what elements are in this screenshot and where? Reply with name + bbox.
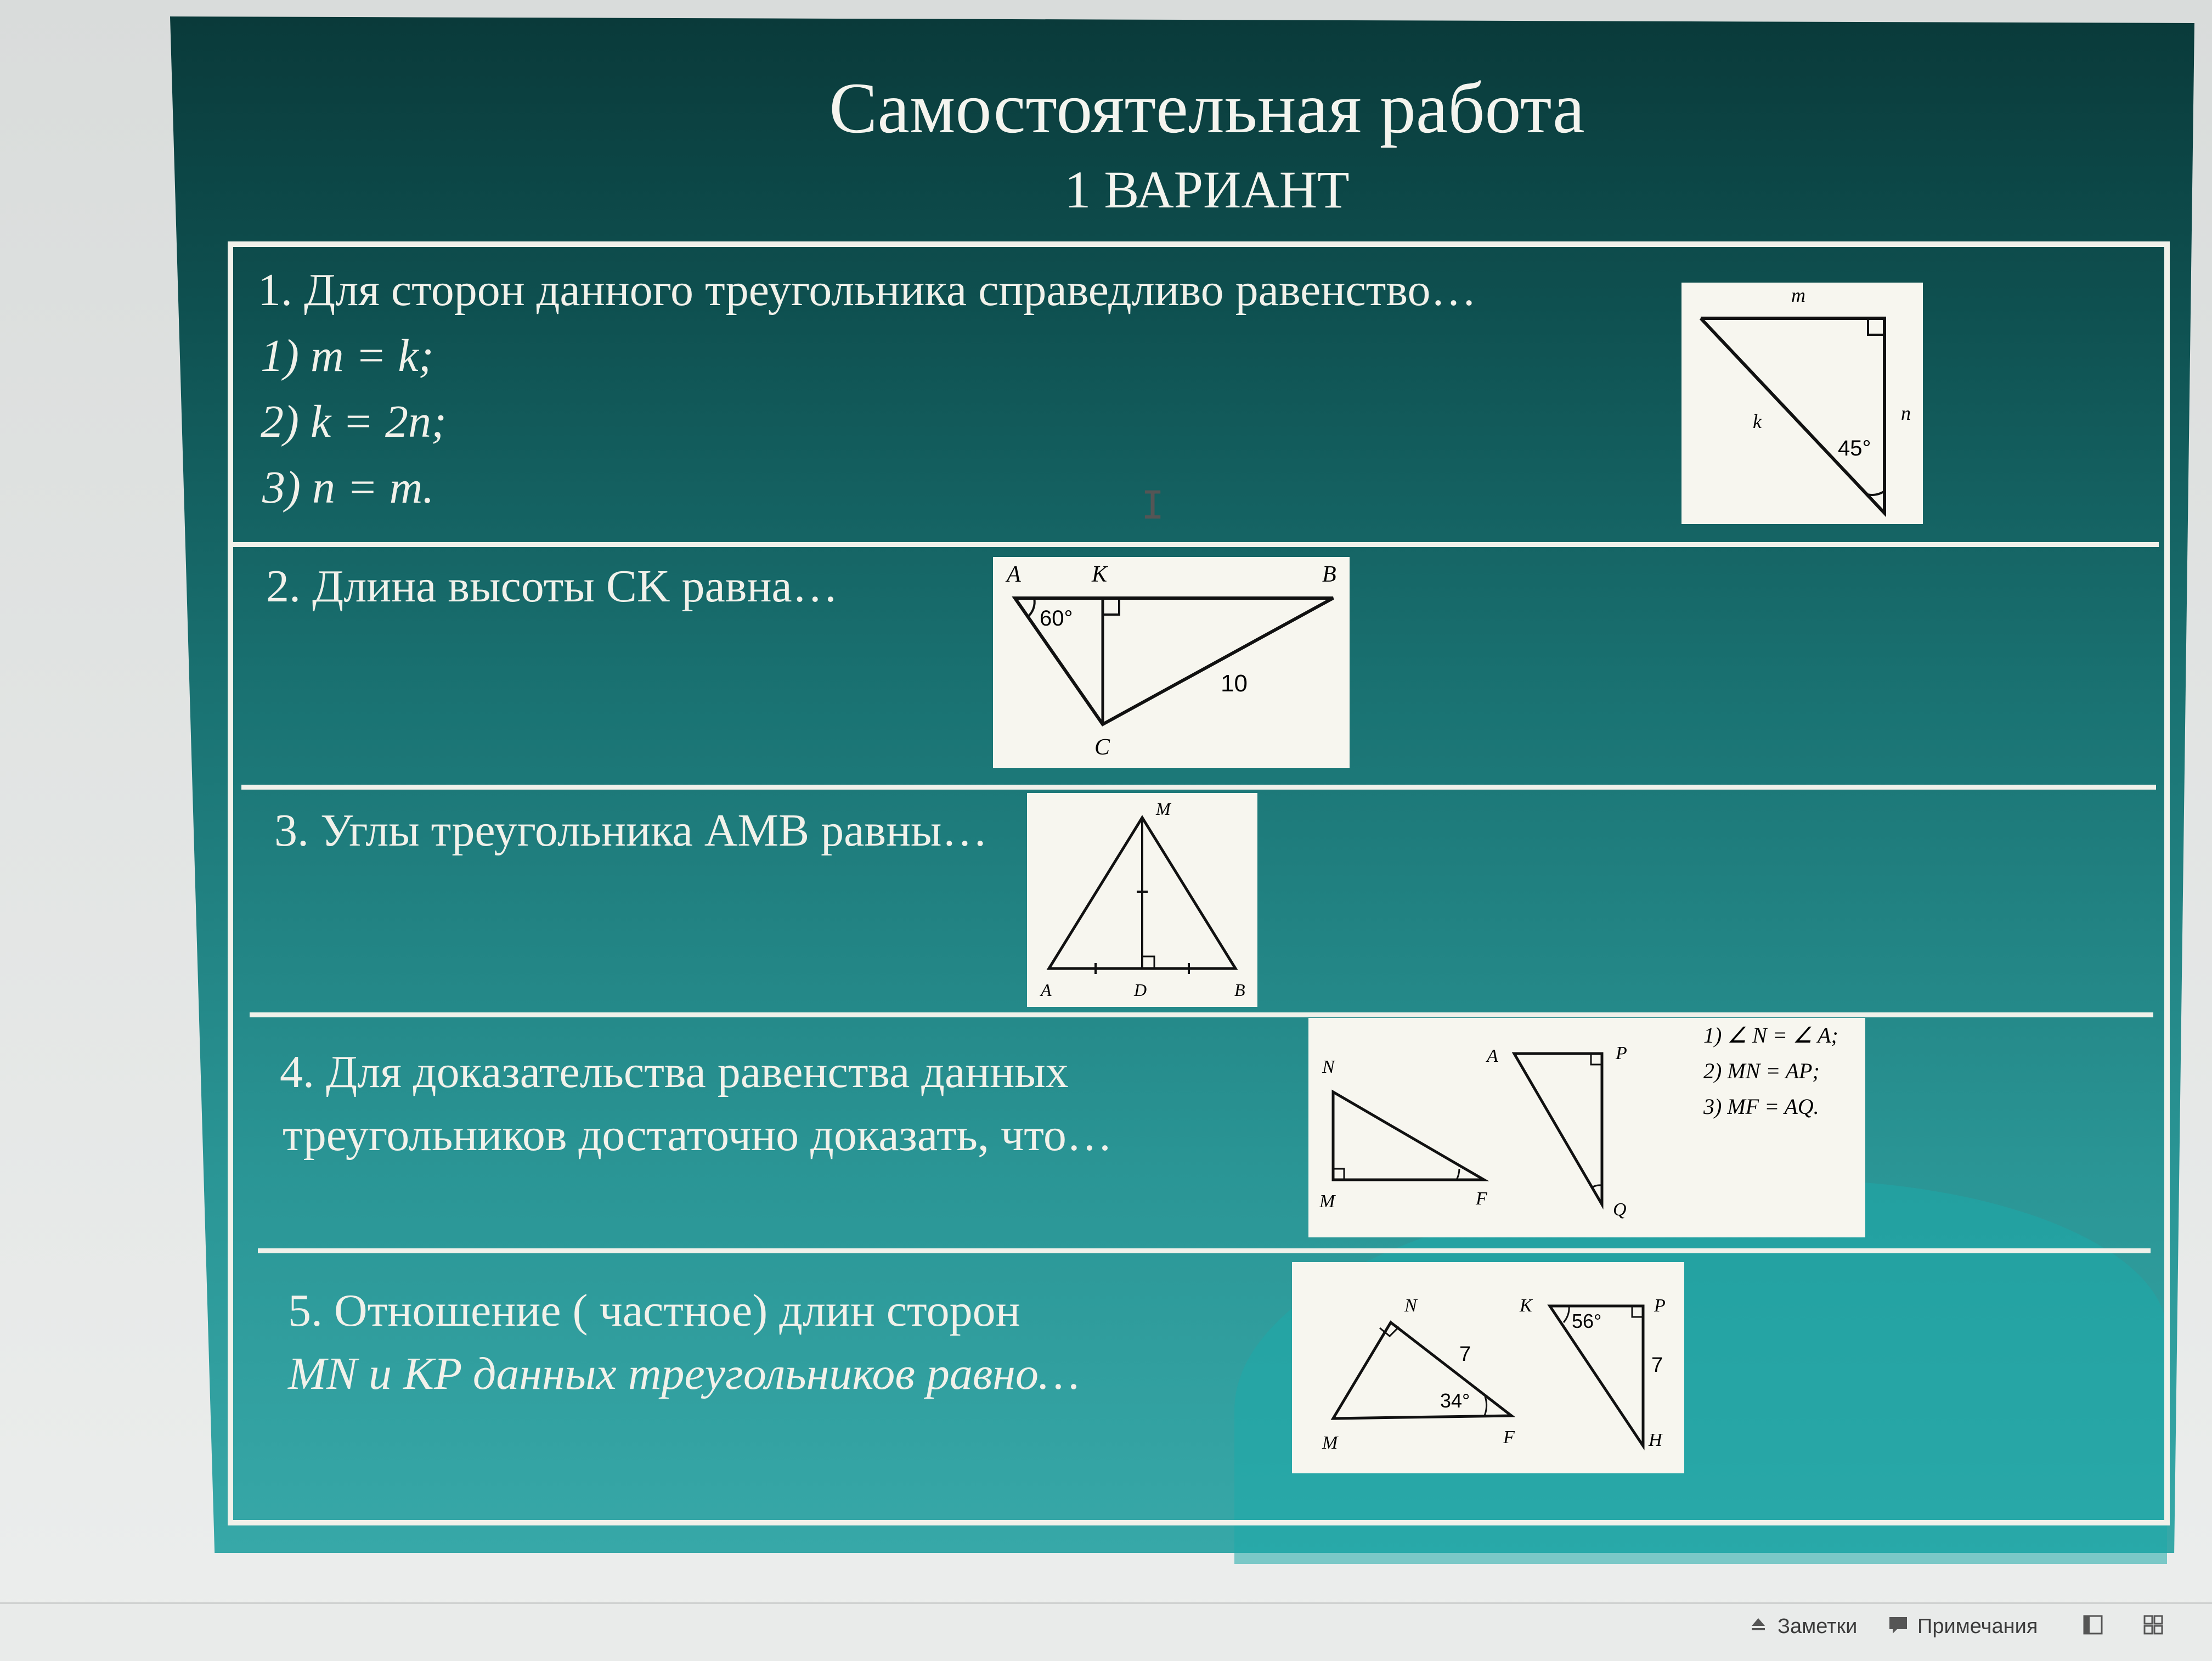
label-b: B bbox=[1322, 562, 1336, 587]
label-n: N bbox=[1404, 1296, 1417, 1316]
label-p: P bbox=[1616, 1043, 1627, 1063]
table-row-divider bbox=[233, 542, 2159, 547]
question-4-text-line-2: треугольников достаточно доказать, что… bbox=[283, 1110, 1113, 1161]
question-1-option-3: 3) n = m. bbox=[262, 462, 435, 513]
label-angle: 60° bbox=[1040, 606, 1073, 630]
question-1-triangle-figure bbox=[1681, 283, 1923, 524]
slide-title: Самостоятельная работа bbox=[829, 67, 1585, 148]
label-p: P bbox=[1654, 1296, 1666, 1316]
question-5-text-line-2: MN и KP данных треугольников равно… bbox=[288, 1348, 1080, 1399]
two-triangles-diagram bbox=[1308, 1018, 1865, 1237]
label-m: M bbox=[1319, 1191, 1335, 1212]
isosceles-triangle-diagram bbox=[1027, 793, 1257, 1007]
question-3-text: 3. Углы треугольника AMB равны… bbox=[274, 805, 988, 856]
question-1-text: 1. Для сторон данного треугольника справедливо равенство… bbox=[258, 264, 1477, 316]
label-c: C bbox=[1094, 735, 1110, 760]
notes-button[interactable]: Заметки bbox=[1778, 1615, 1858, 1638]
label-a: A bbox=[1487, 1046, 1498, 1066]
question-4-option-2: 2) MN = AP; bbox=[1703, 1058, 1820, 1083]
question-4-option-3: 3) MF = AQ. bbox=[1703, 1094, 1819, 1119]
question-4-triangles-figure bbox=[1308, 1018, 1865, 1237]
label-side-nf: 7 bbox=[1459, 1343, 1471, 1366]
label-side-ph: 7 bbox=[1651, 1354, 1663, 1377]
label-f: F bbox=[1503, 1427, 1515, 1448]
question-1-option-2: 2) k = 2n; bbox=[261, 396, 447, 447]
label-f: F bbox=[1476, 1189, 1487, 1209]
comments-icon[interactable] bbox=[1887, 1614, 1909, 1636]
slide-subtitle: 1 ВАРИАНТ bbox=[1064, 160, 1350, 219]
label-d: D bbox=[1134, 980, 1147, 1000]
label-angle-f: 34° bbox=[1440, 1389, 1470, 1412]
question-3-triangle-figure bbox=[1027, 793, 1257, 1007]
label-a: A bbox=[1041, 980, 1052, 1000]
question-2-triangle-figure bbox=[993, 557, 1350, 768]
right-triangle-diagram bbox=[1681, 283, 1923, 524]
normal-view-icon[interactable] bbox=[2082, 1614, 2104, 1636]
question-1-option-1: 1) m = k; bbox=[261, 330, 434, 381]
status-bar bbox=[0, 1602, 2212, 1661]
label-a: A bbox=[1007, 562, 1021, 587]
label-k: k bbox=[1753, 410, 1762, 432]
similar-triangles-diagram bbox=[1292, 1262, 1684, 1473]
label-k: K bbox=[1520, 1296, 1532, 1316]
label-n: n bbox=[1901, 402, 1911, 424]
label-m: M bbox=[1156, 799, 1171, 819]
label-n: N bbox=[1322, 1057, 1335, 1077]
altitude-triangle-diagram bbox=[993, 557, 1350, 768]
question-5-text-line-1: 5. Отношение ( частное) длин сторон bbox=[288, 1285, 1020, 1336]
label-k: K bbox=[1092, 562, 1108, 587]
label-h: H bbox=[1649, 1430, 1662, 1450]
label-angle-k: 56° bbox=[1572, 1310, 1602, 1332]
question-5-triangles-figure bbox=[1292, 1262, 1684, 1473]
comments-button[interactable]: Примечания bbox=[1917, 1615, 2038, 1638]
label-b: B bbox=[1234, 980, 1245, 1000]
slide-sorter-view-icon[interactable] bbox=[2142, 1614, 2164, 1636]
label-length: 10 bbox=[1221, 670, 1248, 697]
table-row-divider bbox=[250, 1012, 2153, 1017]
label-m: M bbox=[1322, 1433, 1338, 1453]
label-q: Q bbox=[1613, 1200, 1627, 1220]
question-2-text: 2. Длина высоты CK равна… bbox=[266, 561, 838, 612]
question-4-text-line-1: 4. Для доказательства равенства данных bbox=[280, 1046, 1069, 1097]
text-cursor-icon: I bbox=[1141, 483, 1165, 528]
notes-icon[interactable] bbox=[1747, 1614, 1769, 1636]
label-m: m bbox=[1791, 284, 1805, 306]
label-angle: 45° bbox=[1838, 436, 1871, 460]
question-4-option-1: 1) ∠ N = ∠ A; bbox=[1703, 1023, 1838, 1048]
table-row-divider bbox=[258, 1248, 2151, 1253]
table-row-divider bbox=[241, 785, 2156, 790]
